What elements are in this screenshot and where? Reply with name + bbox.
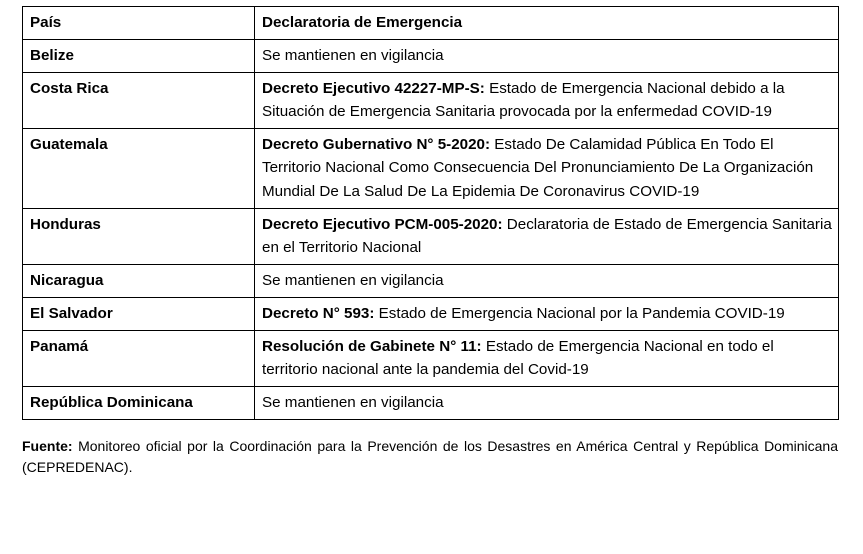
- cell-country: Nicaragua: [23, 264, 255, 297]
- table-rows: [23, 40, 839, 420]
- decree-title: Decreto N° 593:: [262, 304, 375, 322]
- cell-country: Panamá: [23, 331, 255, 387]
- cell-declaration: [255, 297, 839, 330]
- table-row: [23, 129, 839, 208]
- cell-declaration: [255, 331, 839, 387]
- cell-country: Guatemala: [23, 129, 255, 208]
- cell-country: Costa Rica: [23, 73, 255, 129]
- table-row: [23, 40, 839, 73]
- table-body: [23, 7, 839, 40]
- emergency-declarations-table: [22, 6, 839, 420]
- cell-declaration: [255, 387, 839, 420]
- cell-declaration: [255, 129, 839, 208]
- source-text: Monitoreo oficial por la Coordinación para la Prevención de los Desastres en América Central y República Dominicana (CEPREDENAC).: [22, 438, 838, 476]
- table-row: [23, 208, 839, 264]
- decree-body: Estado De Calamidad Pública En Todo El Territorio Nacional Como Consecuencia Del Pronunciamiento De La Organización Mundial De La Salud De La Epidemia De Coronavirus COVID-19: [262, 136, 814, 200]
- cell-country: Honduras: [23, 208, 255, 264]
- decree-body: Se mantienen en vigilancia: [262, 271, 444, 289]
- decree-title: Decreto Ejecutivo 42227-MP-S:: [262, 80, 485, 98]
- decree-body: Estado de Emergencia Nacional en todo el territorio nacional ante la pandemia del Covid-19: [262, 338, 774, 379]
- source-label: Fuente:: [22, 438, 73, 455]
- decree-title: Decreto Gubernativo N° 5-2020:: [262, 136, 491, 154]
- cell-country: El Salvador: [23, 297, 255, 330]
- column-header-declaration: Declaratoria de Emergencia: [255, 7, 839, 40]
- table-row: [23, 387, 839, 420]
- cell-declaration: [255, 73, 839, 129]
- decree-body: Se mantienen en vigilancia: [262, 47, 444, 65]
- column-header-country: País: [23, 7, 255, 40]
- cell-declaration: [255, 208, 839, 264]
- table-row: [23, 264, 839, 297]
- cell-declaration: [255, 40, 839, 73]
- table-row: [23, 331, 839, 387]
- decree-title: Decreto Ejecutivo PCM-005-2020:: [262, 215, 503, 233]
- cell-declaration: [255, 264, 839, 297]
- decree-body: Declaratoria de Estado de Emergencia Sanitaria en el Territorio Nacional: [262, 215, 832, 256]
- decree-body: Estado de Emergencia Nacional debido a la Situación de Emergencia Sanitaria provocada por la enfermedad COVID-19: [262, 80, 785, 121]
- source-note: [22, 436, 838, 478]
- table-row: [23, 297, 839, 330]
- decree-title: Resolución de Gabinete N° 11:: [262, 338, 482, 356]
- cell-country: República Dominicana: [23, 387, 255, 420]
- table-header-row: [23, 7, 839, 40]
- decree-body: Se mantienen en vigilancia: [262, 394, 444, 412]
- cell-country: Belize: [23, 40, 255, 73]
- table-row: [23, 73, 839, 129]
- decree-body: Estado de Emergencia Nacional por la Pandemia COVID-19: [374, 304, 785, 322]
